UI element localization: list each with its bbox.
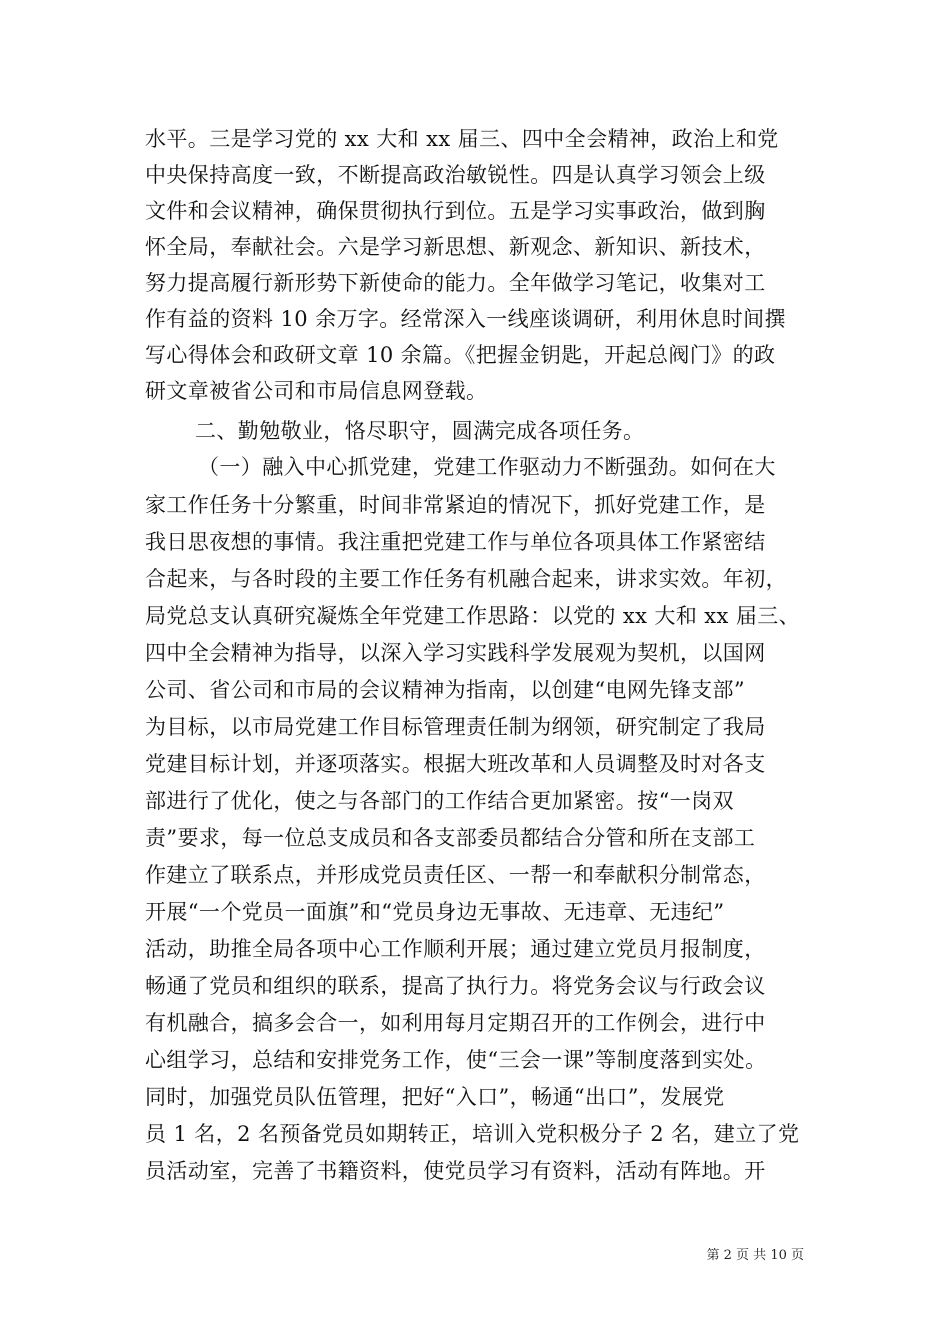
text-line: 活动，助推全局各项中心工作顺利开展；通过建立党员月报制度， [145, 937, 766, 961]
text-line: 为目标，以市局党建工作目标管理责任制为纲领，研究制定了我局 [145, 715, 766, 739]
text-line: 水平。三是学习党的 xx 大和 xx 届三、四中全会精神，政治上和党 [145, 127, 779, 151]
text-line: 作建立了联系点，并形成党员责任区、一帮一和奉献积分制常态， [145, 863, 766, 887]
text-line: 部进行了优化，使之与各部门的工作结合更加紧密。按“一岗双 [145, 789, 734, 813]
text-line: 作有益的资料 10 余万字。经常深入一线座谈调研，利用休息时间撰 [145, 307, 786, 331]
text-line: 家工作任务十分繁重，时间非常紧迫的情况下，抓好党建工作，是 [145, 493, 766, 517]
text-line: 开展“一个党员一面旗”和“党员身边无事故、无违章、无违纪” [145, 900, 725, 924]
text-line: 员活动室，完善了书籍资料，使党员学习有资料，活动有阵地。开 [145, 1159, 766, 1183]
page-number-footer: 第 2 页 共 10 页 [706, 1248, 804, 1263]
text-line: 同时，加强党员队伍管理，把好“入口”，畅通“出口”，发展党 [145, 1085, 725, 1109]
text-line: 中央保持高度一致，不断提高政治敏锐性。四是认真学习领会上级 [145, 163, 766, 187]
text-line: 写心得体会和政研文章 10 余篇。《把握金钥匙，开起总阀门》的政 [145, 343, 776, 367]
text-line: 有机融合，搞多会合一，如利用每月定期召开的工作例会，进行中 [145, 1011, 766, 1035]
text-line: 努力提高履行新形势下新使命的能力。全年做学习笔记，收集对工 [145, 271, 766, 295]
text-line: 公司、省公司和市局的会议精神为指南，以创建“电网先锋支部” [145, 678, 746, 702]
section-heading: 二、勤勉敬业，恪尽职守，圆满完成各项任务。 [195, 419, 645, 443]
text-line: 四中全会精神为指导，以深入学习实践科学发展观为契机，以国网 [145, 641, 766, 665]
text-line: 心组学习，总结和安排党务工作，使“三会一课”等制度落到实处。 [145, 1048, 767, 1072]
text-line: 合起来，与各时段的主要工作任务有机融合起来，讲求实效。年初， [145, 567, 787, 591]
text-line: 我日思夜想的事情。我注重把党建工作与单位各项具体工作紧密结 [145, 530, 766, 554]
subsection-paragraph-start: （一）融入中心抓党建，党建工作驱动力不断强劲。如何在大 [198, 455, 776, 479]
text-line: 员 1 名，2 名预备党员如期转正，培训入党积极分子 2 名，建立了党 [145, 1122, 800, 1146]
text-line: 研文章被省公司和市局信息网登载。 [145, 379, 488, 403]
text-line: 畅通了党员和组织的联系，提高了执行力。将党务会议与行政会议 [145, 974, 766, 998]
text-line: 党建目标计划，并逐项落实。根据大班改革和人员调整及时对各支 [145, 752, 766, 776]
text-line: 怀全局，奉献社会。六是学习新思想、新观念、新知识、新技术， [145, 235, 766, 259]
text-line: 局党总支认真研究凝炼全年党建工作思路：以党的 xx 大和 xx 届三、 [145, 604, 801, 628]
text-line: 文件和会议精神，确保贯彻执行到位。五是学习实事政治，做到胸 [145, 199, 766, 223]
text-line: 责”要求，每一位总支成员和各支部委员都结合分管和所在支部工 [145, 826, 756, 850]
